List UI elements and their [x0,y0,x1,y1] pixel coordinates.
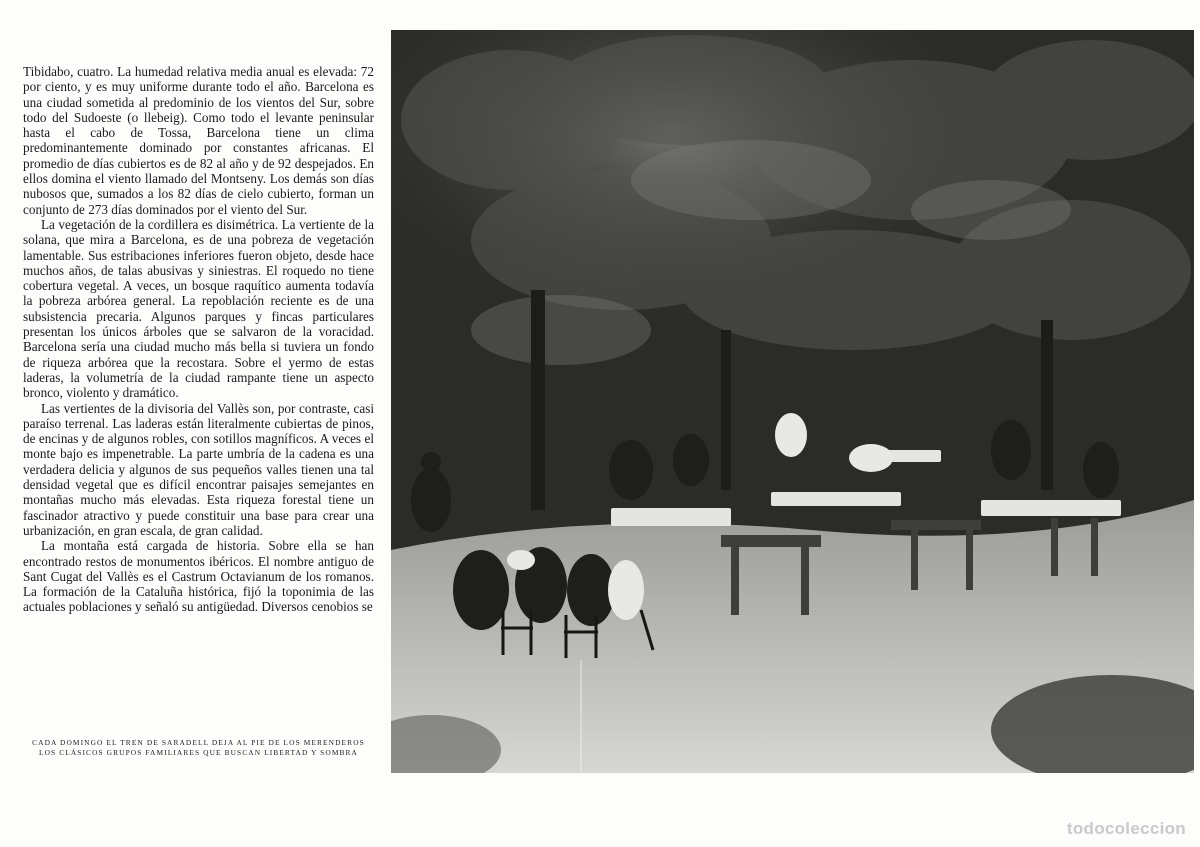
photo-caption: CADA DOMINGO EL TREN DE SARADELL DEJA AL PIE DE LOS MERENDEROS LOS CLÁSICOS GRUPOS FAMILIARES QUE BUSCAN LIBERTAD Y SOMBRA [32,738,365,757]
paragraph: La montaña está cargada de historia. Sobre ella se han encontrado restos de monumentos ibéricos. El nombre antiguo de Sant Cugat del Vallès es el Castrum Octavianum de los romanos. La formación de la Cataluña histórica, fijó la toponimia de las actuales poblaciones y señaló su antigüedad. Diversos cenobios se [23,538,374,615]
watermark: todocoleccion [1066,819,1186,838]
article-text [23,64,374,615]
photo-illustration [391,30,1194,773]
paragraph: Tibidabo, cuatro. La humedad relativa media anual es elevada: 72 por ciento, y es muy uniforme durante todo el año. Barcelona es una ciudad sometida al predominio de los vientos del Sur, sobre todo del Sudoeste (o llebeig). Como todo el levante peninsular hasta el cabo de Tossa, Barcelona tiene un clima predominantemente dominado por constantes africanas. El promedio de días cubiertos es de 82 al año y de 92 despejados. En ellos domina el viento llamado del Montseny. Los demás son días nubosos que, sumados a los 82 días de cielo cubierto, forman un conjunto de 273 días dominados por el viento del Sur. [23,64,374,217]
paragraph: La vegetación de la cordillera es disimétrica. La vertiente de la solana, que mira a Barcelona, es de una pobreza de vegetación lamentable. Sus estribaciones inferiores fueron objeto, desde hace muchos años, de talas abusivas y siniestras. El roquedo no tiene cobertura vegetal. A veces, un bosque raquítico aumenta todavía la pobreza arbórea general. La repoblación reciente es de una subsistencia precaria. Algunos parques y fincas particulares presentan los únicos árboles que se salvaron de la voracidad. Barcelona sería una ciudad mucho más bella si tuviera un fondo de riqueza arbórea que la recostara. Sobre el yermo de estas laderas, la volumetría de la ciudad rampante tiene un aspecto bronco, violento y dramático. [23,216,374,401]
photo-picnic-forest [391,30,1194,773]
paragraph: Las vertientes de la divisoria del Vallès son, por contraste, casi paraíso terrenal. Las laderas están literalmente cubiertas de pinos, de encinas y de algunos robles, con sotillos magníficos. A veces el monte bajo es impenetrable. La parte umbría de la cadena es una verdadera delicia y algunos de sus pequeños valles tienen una tal densidad vegetal que es difícil encontrar paisajes semejantes en montañas mucho más elevadas. Esta riqueza forestal tiene un fascinador atractivo y puede constituir una base para crear una urbanización, en gran escala, de gran calidad. [23,400,374,538]
